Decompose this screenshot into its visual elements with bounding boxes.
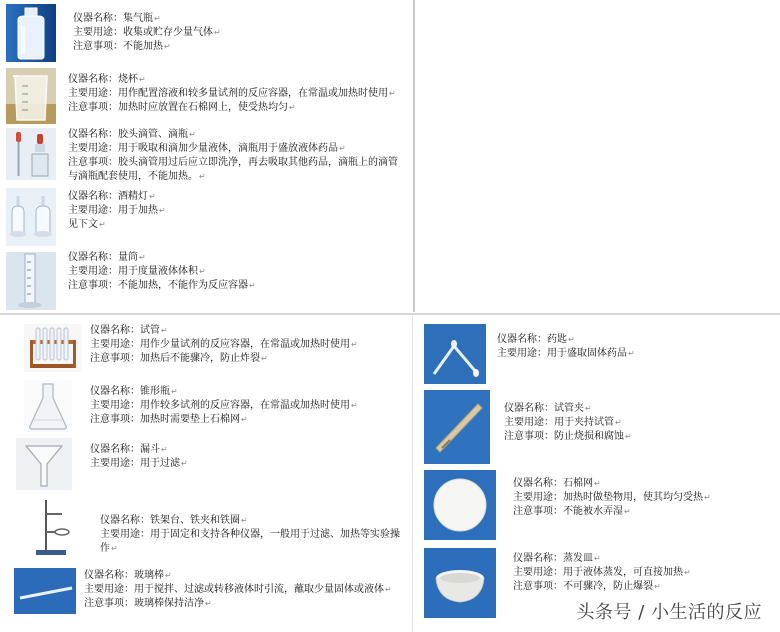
measuring-cylinder-image [6,252,56,310]
use-label: 主要用途：用于夹持试管↵ [504,417,622,428]
note-label: 注意事项：胶头滴管用过后应立即洗净，再去吸取其他药品，滴瓶上的滴管 [68,157,398,168]
use-label: 主要用途：用于过滤↵ [90,458,188,469]
spatula-image [424,324,486,384]
iron-stand-image [32,496,72,558]
note-label-cont: 与滴瓶配套使用，不能加热。↵ [68,171,206,182]
watermark: 头条号 / 小生活的反应 [576,602,762,623]
vertical-divider-bottom [412,316,413,632]
name-label: 仪器名称：石棉网↵ [513,478,601,489]
asbestos-gauze-image [424,470,496,540]
name-label: 仪器名称：铁架台、铁夹和铁圈↵ [100,515,248,526]
note-label: 注意事项：不能加热，不能作为反应容器↵ [68,280,256,291]
vertical-divider [413,0,415,312]
use-label: 主要用途：用于液体蒸发，可直接加热↵ [513,567,691,578]
note-label: 注意事项：不能加热↵ [73,41,171,52]
use-label: 主要用途：用作较多试剂的反应容器，在常温或加热时使用↵ [90,400,358,411]
use-label: 主要用途：用于吸取和滴加少量液体，滴瓶用于盛放液体药品↵ [68,143,346,154]
name-label: 仪器名称：漏斗↵ [90,444,168,455]
test-tube-holder-image [424,390,490,464]
use-label: 主要用途：用于固定和支持各种仪器，一般用于过滤、加热等实验操 [100,529,400,540]
funnel-image [16,438,72,490]
use-label: 主要用途：用于搅拌、过滤或转移液体时引流，蘸取少量固体或液体↵ [84,584,392,595]
beaker-image [6,68,56,124]
name-label: 仪器名称：试管夹↵ [504,403,592,414]
use-label: 主要用途：用于加热↵ [68,205,166,216]
note-label: 注意事项：玻璃棒保持洁净↵ [84,598,212,609]
alcohol-lamp-image [6,188,56,246]
use-label: 主要用途：加热时做垫物用，使其均匀受热↵ [513,492,711,503]
name-label: 仪器名称：试管↵ [90,325,168,336]
name-label: 仪器名称：酒精灯↵ [68,191,156,202]
name-label: 仪器名称：胶头滴管、滴瓶↵ [68,129,196,140]
note-label: 注意事项：不可骤冷，防止爆裂↵ [513,581,661,592]
note-label: 见下文↵ [68,219,106,230]
name-label: 仪器名称：集气瓶↵ [73,13,161,24]
name-label: 仪器名称：蒸发皿↵ [513,553,601,564]
dropper-image [6,128,56,180]
note-label: 注意事项：加热时需要垫上石棉网↵ [90,414,248,425]
test-tube-rack-image [24,324,82,372]
name-label: 仪器名称：烧杯↵ [68,74,146,85]
note-label: 注意事项：防止烧损和腐蚀↵ [504,431,632,442]
conical-flask-image [24,380,72,432]
use-label: 主要用途：用于盛取固体药品↵ [497,348,635,359]
glass-rod-image [14,568,76,614]
use-label: 主要用途：收集或贮存少量气体↵ [73,27,221,38]
name-label: 仪器名称：玻璃棒↵ [84,570,172,581]
use-label-cont: 作↵ [100,543,118,554]
name-label: 仪器名称：药匙↵ [497,334,575,345]
use-label: 主要用途：用作少量试剂的反应容器，在常温或加热时使用↵ [90,339,358,350]
horizontal-divider [0,313,780,315]
note-label: 注意事项：不能被水弄湿↵ [513,506,631,517]
name-label: 仪器名称：锥形瓶↵ [90,386,178,397]
use-label: 主要用途：用作配置溶液和较多量试剂的反应容器，在常温或加热时使用↵ [68,88,396,99]
evaporating-dish-image [424,548,496,618]
gas-jar-image [6,4,56,62]
note-label: 注意事项：加热后不能骤冷，防止炸裂↵ [90,353,268,364]
note-label: 注意事项：加热时应放置在石棉网上，使受热均匀↵ [68,102,296,113]
use-label: 主要用途：用于度量液体体积↵ [68,266,206,277]
name-label: 仪器名称：量筒↵ [68,252,146,263]
